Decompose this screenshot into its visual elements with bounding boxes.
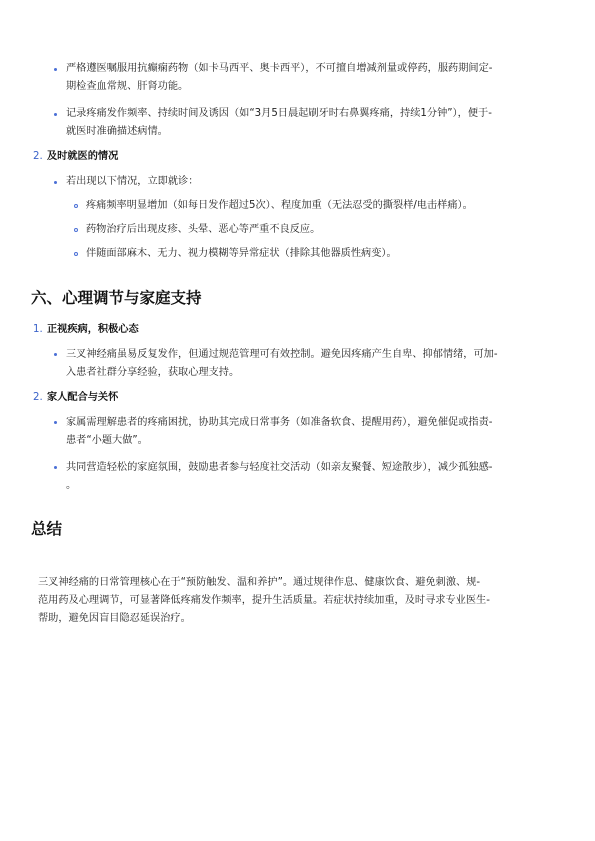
paragraph-line: 患者“小题大做”。 bbox=[66, 435, 148, 446]
sub-list-item: 药物治疗后出现皮疹、头晕、恶心等严重不良反应。 bbox=[86, 224, 321, 235]
paragraph-line: 。 bbox=[66, 480, 77, 491]
sub-bullet-circle bbox=[74, 204, 78, 208]
paragraph-line: 家属需理解患者的疼痛困扰，协助其完成日常事务（如准备软食、提醒用药），避免催促或指责- bbox=[66, 417, 493, 428]
paragraph-line: 期检查血常规、肝肾功能。 bbox=[66, 81, 189, 92]
bullet-dot bbox=[54, 68, 57, 71]
bullet-dot bbox=[54, 113, 57, 116]
section-heading: 六、心理调节与家庭支持 bbox=[31, 289, 202, 307]
paragraph-line: 严格遵医嘱服用抗癫痫药物（如卡马西平、奥卡西平），不可擅自增减剂量或停药，服药期间定- bbox=[66, 63, 493, 74]
paragraph-line: 就医时准确描述病情。 bbox=[66, 126, 168, 137]
list-item-title: 及时就医的情况 bbox=[47, 151, 119, 162]
list-number: 2. bbox=[33, 151, 43, 162]
paragraph-line: 入患者社群分享经验，获取心理支持。 bbox=[66, 367, 240, 378]
summary-line: 帮助，避免因盲目隐忍延误治疗。 bbox=[38, 613, 191, 624]
sub-list-item: 疼痛频率明显增加（如每日发作超过5次）、程度加重（无法忍受的撕裂样/电击样痛）。 bbox=[86, 200, 473, 211]
paragraph-line: 记录疼痛发作频率、持续时间及诱因（如“3月5日晨起刷牙时右鼻翼疼痛，持续1分钟”），便于- bbox=[66, 108, 492, 119]
paragraph-line: 三叉神经痛虽易反复发作，但通过规范管理可有效控制。避免因疼痛产生自卑、抑郁情绪，可加- bbox=[66, 349, 498, 360]
sub-bullet-circle bbox=[74, 228, 78, 232]
bullet-dot bbox=[54, 421, 57, 424]
bullet-dot bbox=[54, 353, 57, 356]
summary-line: 三叉神经痛的日常管理核心在于“预防触发、温和养护”。通过规律作息、健康饮食、避免刺激、规- bbox=[38, 577, 481, 588]
list-item-title: 正视疾病，积极心态 bbox=[47, 324, 139, 335]
summary-heading: 总结 bbox=[31, 520, 63, 538]
list-number: 2. bbox=[33, 392, 43, 403]
summary-line: 范用药及心理调节，可显著降低疼痛发作频率，提升生活质量。若症状持续加重，及时寻求专业医生- bbox=[38, 595, 490, 606]
list-item-title: 家人配合与关怀 bbox=[47, 392, 119, 403]
paragraph-line: 若出现以下情况，立即就诊： bbox=[66, 176, 199, 187]
paragraph-line: 共同营造轻松的家庭氛围，鼓励患者参与轻度社交活动（如亲友聚餐、短途散步），减少孤独感- bbox=[66, 462, 493, 473]
bullet-dot bbox=[54, 181, 57, 184]
sub-bullet-circle bbox=[74, 252, 78, 256]
list-number: 1. bbox=[33, 324, 43, 335]
sub-list-item: 伴随面部麻木、无力、视力模糊等异常症状（排除其他器质性病变）。 bbox=[86, 248, 397, 259]
bullet-dot bbox=[54, 466, 57, 469]
